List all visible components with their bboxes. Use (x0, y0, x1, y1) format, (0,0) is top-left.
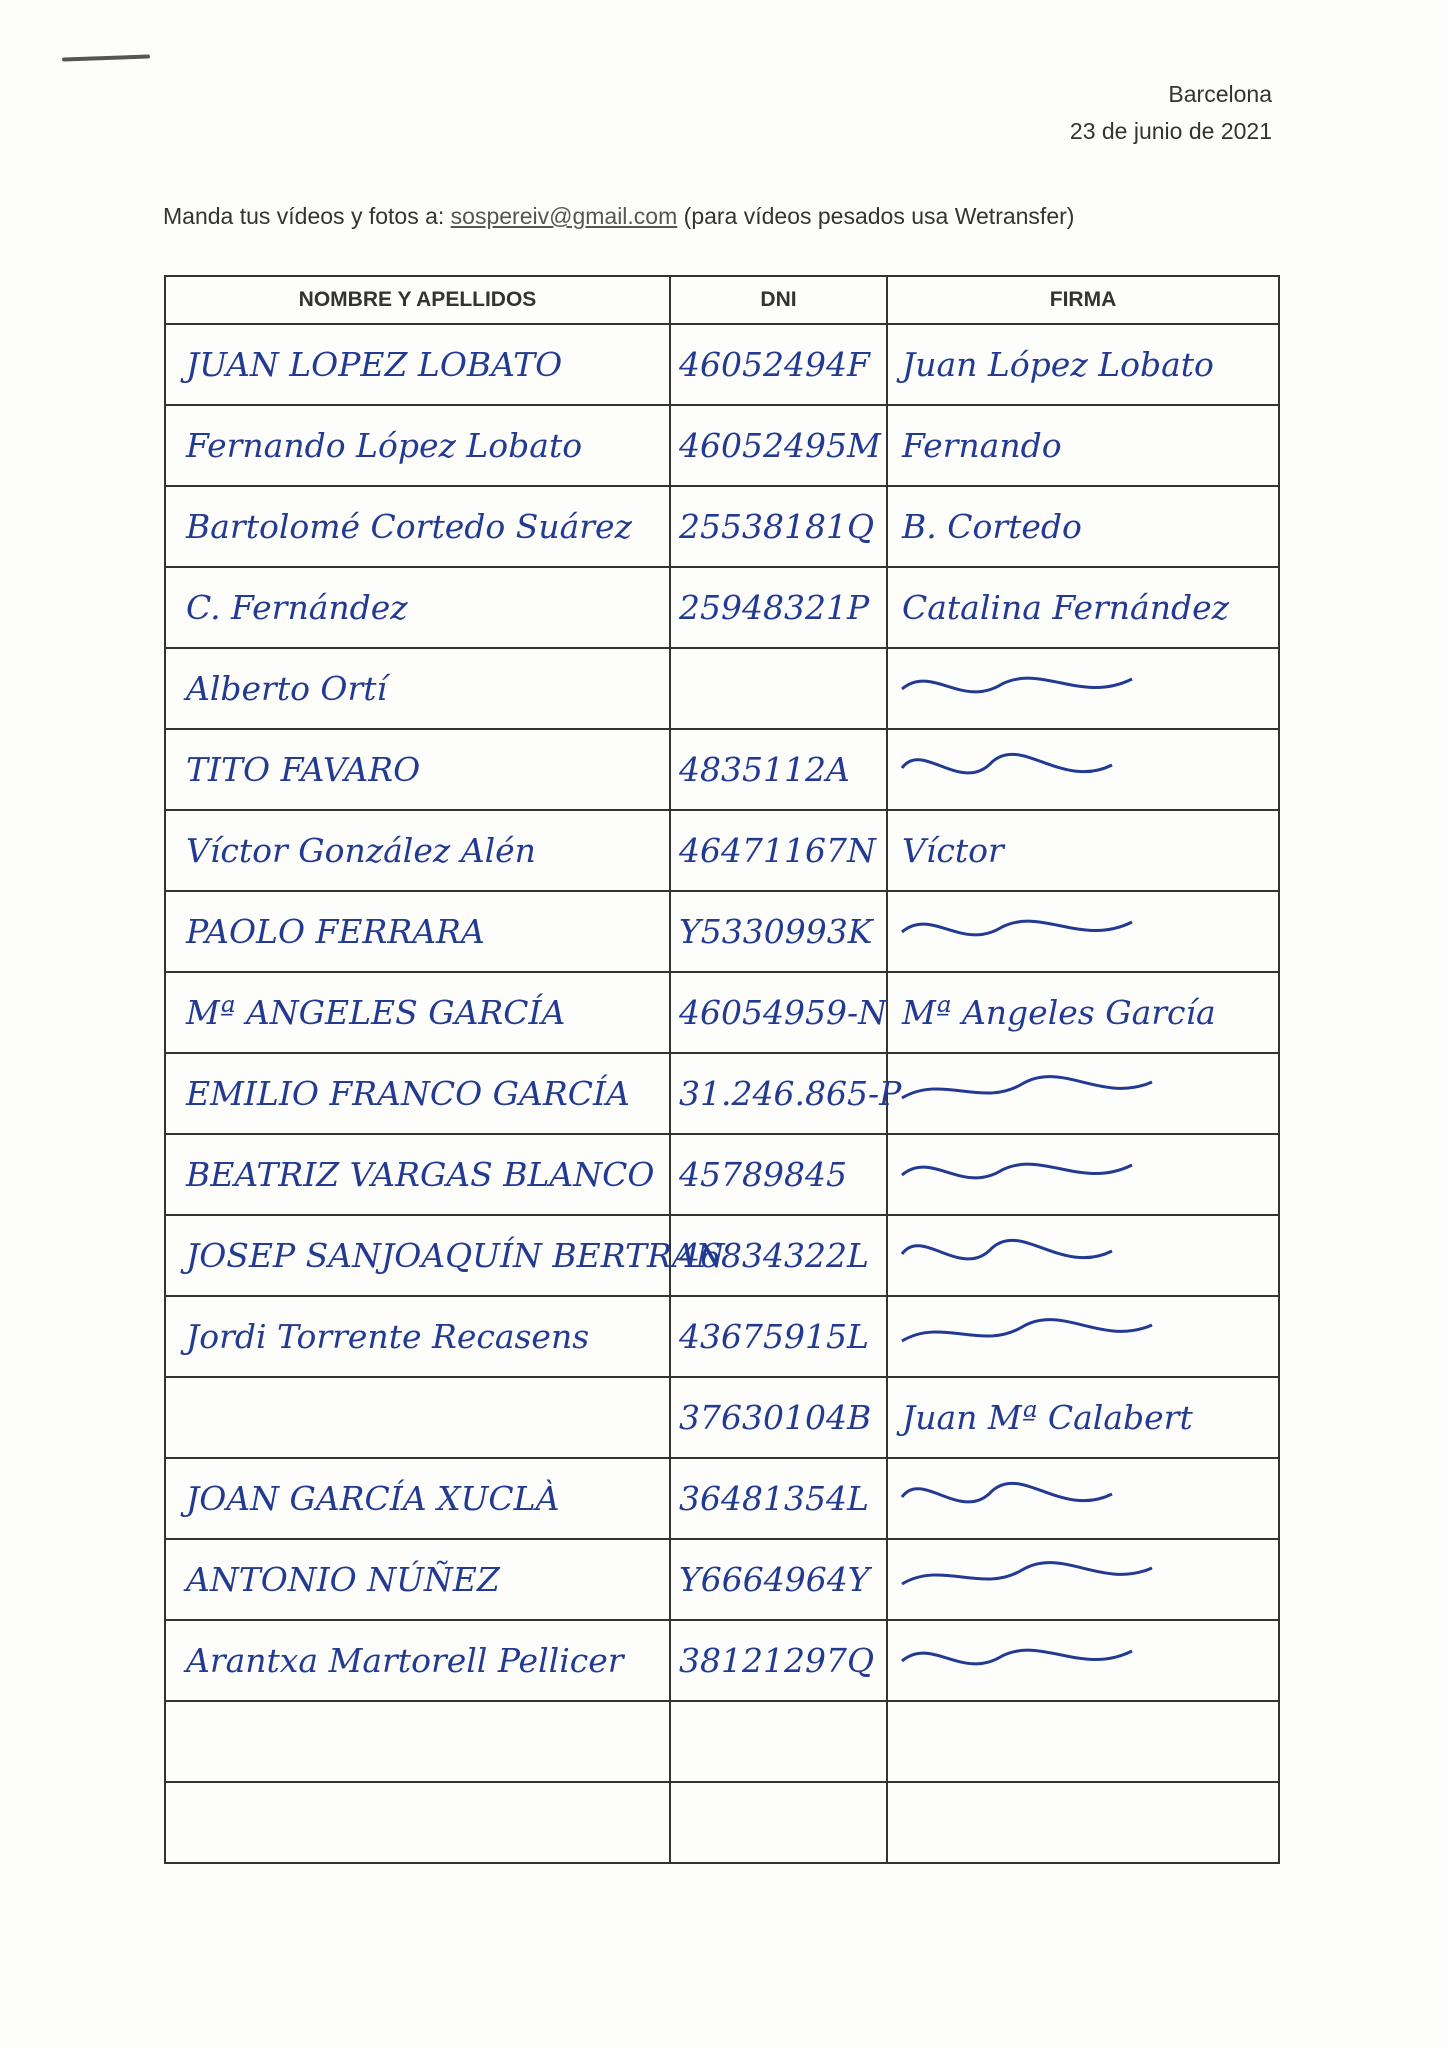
cell-name: Víctor González Alén (165, 810, 670, 891)
cell-dni (670, 648, 887, 729)
table-row (165, 567, 1279, 648)
cell-dni: Y5330993K (670, 891, 887, 972)
table-row (165, 1782, 1279, 1863)
signature-stroke (902, 754, 1112, 773)
signature-text: Catalina Fernández (902, 588, 1230, 627)
cell-name: Alberto Ortí (165, 648, 670, 729)
cell-signature (887, 1539, 1279, 1620)
cell-signature (887, 486, 1279, 567)
pen-mark (62, 54, 150, 61)
signature-stroke (902, 1240, 1112, 1259)
cell-signature (887, 567, 1279, 648)
signature-scribble (902, 1631, 1162, 1691)
signature-scribble (902, 1226, 1162, 1286)
cell-signature (887, 1620, 1279, 1701)
table-row (165, 1053, 1279, 1134)
cell-signature (887, 1458, 1279, 1539)
cell-name: Arantxa Martorell Pellicer (165, 1620, 670, 1701)
header-signature: FIRMA (887, 276, 1279, 324)
table-row (165, 1134, 1279, 1215)
signature-scribble (902, 902, 1162, 962)
cell-dni: 45789845 (670, 1134, 887, 1215)
signature-stroke (902, 1076, 1152, 1097)
table-row (165, 1620, 1279, 1701)
cell-dni: 25538181Q (670, 486, 887, 567)
signature-text: Víctor (902, 831, 1004, 870)
cell-signature (887, 324, 1279, 405)
cell-signature (887, 405, 1279, 486)
signature-text: B. Cortedo (902, 507, 1082, 546)
instruction-line (163, 203, 1074, 230)
table-row (165, 1296, 1279, 1377)
cell-name: Jordi Torrente Recasens (165, 1296, 670, 1377)
cell-signature (887, 891, 1279, 972)
table-row (165, 1701, 1279, 1782)
signature-scribble (902, 1145, 1162, 1205)
cell-signature (887, 1134, 1279, 1215)
signature-stroke (902, 1319, 1152, 1340)
cell-dni (670, 1701, 887, 1782)
signature-scribble (902, 1064, 1162, 1124)
cell-signature (887, 972, 1279, 1053)
cell-name: JOAN GARCÍA XUCLÀ (165, 1458, 670, 1539)
cell-name: BEATRIZ VARGAS BLANCO (165, 1134, 670, 1215)
signature-text: Juan Mª Calabert (902, 1398, 1193, 1437)
table-row (165, 972, 1279, 1053)
cell-dni: 46052495M (670, 405, 887, 486)
signature-text: Mª Angeles García (902, 993, 1216, 1032)
signature-stroke (902, 678, 1132, 692)
cell-dni: 36481354L (670, 1458, 887, 1539)
cell-name: EMILIO FRANCO GARCÍA (165, 1053, 670, 1134)
cell-name: C. Fernández (165, 567, 670, 648)
table-row (165, 1377, 1279, 1458)
table-row (165, 405, 1279, 486)
table-row (165, 1215, 1279, 1296)
signature-stroke (902, 921, 1132, 935)
table-row (165, 648, 1279, 729)
cell-name (165, 1377, 670, 1458)
cell-dni: 46471167N (670, 810, 887, 891)
cell-signature (887, 1701, 1279, 1782)
cell-name: JUAN LOPEZ LOBATO (165, 324, 670, 405)
table-row (165, 1458, 1279, 1539)
signature-text: Fernando (902, 426, 1062, 465)
table-row (165, 891, 1279, 972)
instruction-suffix: (para vídeos pesados usa Wetransfer) (683, 203, 1075, 229)
signature-stroke (902, 1650, 1132, 1664)
date-label: 23 de junio de 2021 (1069, 118, 1272, 144)
signature-scribble (902, 1469, 1162, 1529)
cell-name: Mª ANGELES GARCÍA (165, 972, 670, 1053)
cell-dni: Y6664964Y (670, 1539, 887, 1620)
cell-dni: 46054959-N (670, 972, 887, 1053)
document-header (1070, 76, 1272, 150)
cell-signature (887, 1782, 1279, 1863)
signature-scribble (902, 740, 1162, 800)
signature-stroke (902, 1164, 1132, 1178)
table-row (165, 729, 1279, 810)
signature-table (164, 275, 1280, 1864)
cell-name: JOSEP SANJOAQUÍN BERTRAN (165, 1215, 670, 1296)
cell-signature (887, 810, 1279, 891)
signature-text: Juan López Lobato (902, 345, 1214, 384)
cell-name (165, 1701, 670, 1782)
table-row (165, 1539, 1279, 1620)
email-link[interactable]: sospereiv@gmail.com (450, 203, 678, 229)
table-row (165, 324, 1279, 405)
signature-scribble (902, 659, 1162, 719)
table-row (165, 810, 1279, 891)
signature-scribble (902, 1550, 1162, 1610)
header-dni: DNI (670, 276, 887, 324)
table-row (165, 486, 1279, 567)
instruction-prefix: Manda tus vídeos y fotos a: (163, 203, 445, 229)
cell-dni (670, 1782, 887, 1863)
cell-dni: 25948321P (670, 567, 887, 648)
cell-dni: 38121297Q (670, 1620, 887, 1701)
cell-name: Bartolomé Cortedo Suárez (165, 486, 670, 567)
signature-stroke (902, 1483, 1112, 1502)
cell-dni: 37630104B (670, 1377, 887, 1458)
cell-signature (887, 648, 1279, 729)
cell-name: PAOLO FERRARA (165, 891, 670, 972)
signature-scribble (902, 1307, 1162, 1367)
cell-dni: 31.246.865-P (670, 1053, 887, 1134)
cell-name: TITO FAVARO (165, 729, 670, 810)
cell-dni: 46052494F (670, 324, 887, 405)
city-label: Barcelona (1168, 81, 1272, 107)
cell-dni: 4835112A (670, 729, 887, 810)
cell-name (165, 1782, 670, 1863)
cell-signature (887, 1215, 1279, 1296)
cell-signature (887, 1053, 1279, 1134)
cell-signature (887, 1296, 1279, 1377)
cell-name: Fernando López Lobato (165, 405, 670, 486)
cell-dni: 46834322L (670, 1215, 887, 1296)
cell-signature (887, 1377, 1279, 1458)
cell-dni: 43675915L (670, 1296, 887, 1377)
signature-stroke (902, 1562, 1152, 1583)
cell-signature (887, 729, 1279, 810)
header-name: NOMBRE Y APELLIDOS (165, 276, 670, 324)
table-header-row (165, 276, 1279, 324)
cell-name: ANTONIO NÚÑEZ (165, 1539, 670, 1620)
